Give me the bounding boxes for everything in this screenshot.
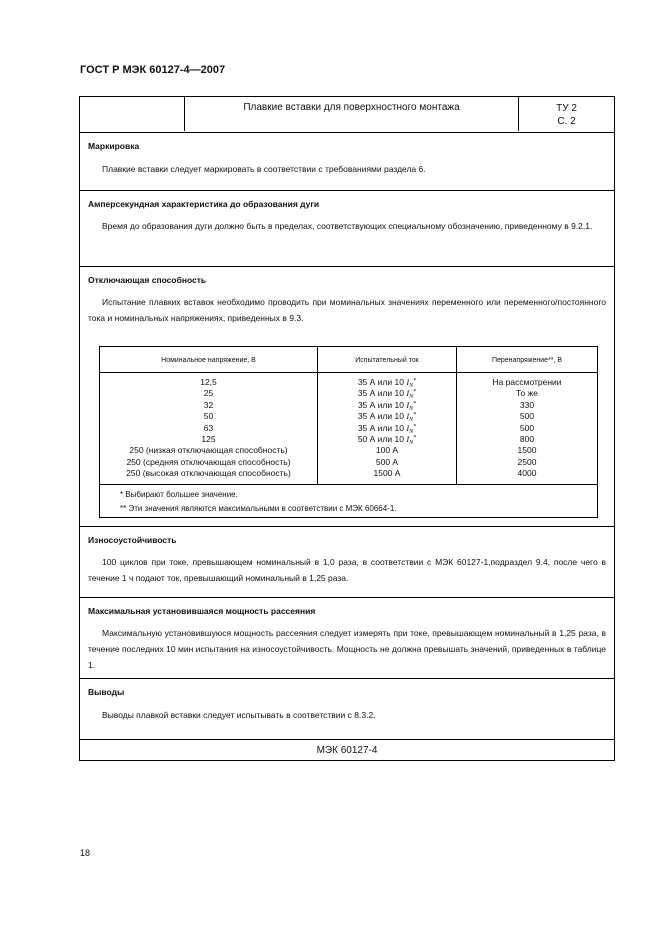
rated-current-symbol — [406, 377, 416, 387]
section-breaking-capacity — [80, 266, 614, 526]
current-text: 500 А — [375, 456, 399, 467]
overvoltage-cell: То же — [515, 388, 539, 399]
spec-sheet — [79, 96, 615, 761]
header-blank-cell — [80, 97, 185, 131]
voltage-cell: 63 — [203, 422, 214, 433]
test-current-cell — [318, 423, 456, 434]
current-text: 35 А или 10 — [357, 399, 407, 410]
test-current-cell — [318, 468, 456, 479]
voltage-cell: 250 (средняя отключающая способность) — [126, 456, 291, 467]
footnote-star: * — [413, 378, 417, 384]
section-text: Выводы плавкой вставки следует испытывать в соответствии с 8.3.2. — [102, 710, 376, 720]
current-text: 35 А или 10 — [357, 411, 407, 422]
test-current-cell — [318, 400, 456, 411]
current-subscript: N — [409, 439, 414, 446]
test-current-column — [318, 373, 457, 484]
current-text: 50 А или 10 — [357, 433, 407, 444]
current-symbol: I — [406, 411, 410, 422]
code-line: ТУ 2 — [556, 103, 577, 114]
section-heading: Выводы — [88, 687, 125, 697]
sheet-header — [80, 97, 614, 132]
current-subscript: N — [409, 383, 414, 389]
section-marking — [80, 132, 614, 190]
test-current-cell — [318, 434, 456, 445]
sheet-code — [519, 97, 614, 131]
section-heading: Максимальная установившаяся мощность рассеяния — [88, 606, 316, 616]
page-code: С. 2 — [557, 116, 576, 127]
voltage-column — [100, 373, 318, 484]
voltage-cell: 25 — [203, 388, 214, 399]
footnote: ** Эти значения являются максимальными в соответствии с МЭК 60664-1. — [120, 503, 397, 513]
footnote-star: * — [413, 400, 417, 407]
current-text: 35 А или 10 — [357, 388, 407, 399]
voltage-cell: 250 (низкая отключающая способность) — [129, 445, 288, 456]
rated-current-symbol — [406, 400, 416, 410]
current-text: 100 А — [375, 445, 399, 456]
current-subscript: N — [409, 428, 414, 435]
overvoltage-cell: 500 — [519, 411, 535, 422]
table-footnotes — [100, 484, 597, 515]
current-symbol: I — [406, 388, 410, 399]
overvoltage-cell: 500 — [519, 422, 535, 433]
overvoltage-cell: 1500 — [517, 445, 537, 456]
section-text: Время до образования дуги должно быть в пределах, соответствующих специальному обозначению, приведенному в 9.2.1. — [102, 221, 593, 231]
document-title: ГОСТ Р МЭК 60127-4—2007 — [80, 64, 226, 76]
current-symbol: I — [406, 433, 410, 444]
current-text: 35 А или 10 — [357, 422, 407, 433]
column-header: Перенапряжение**, В — [457, 347, 597, 373]
column-header: Испытательный ток — [318, 347, 457, 373]
footnote-star: * — [413, 423, 417, 430]
voltage-cell: 250 (высокая отключающая способность) — [126, 468, 291, 479]
test-current-cell — [318, 377, 456, 388]
section-text: 100 циклов при токе, превышающем номинальный в 1,0 раза, в соответствии с МЭК 60127-1,подраздел 9.4, после чего в течение 1 ч подают ток, превышающий номинальный в 1,25 раза. — [88, 557, 606, 583]
overvoltage-cell: 330 — [519, 399, 535, 410]
current-symbol: I — [406, 377, 410, 387]
footnote: * Выбирают большее значение. — [120, 490, 238, 499]
voltage-cell: 32 — [203, 399, 214, 410]
current-subscript: N — [409, 405, 414, 412]
footnote-star: * — [413, 434, 417, 441]
test-current-cell — [318, 457, 456, 468]
current-symbol: I — [406, 422, 410, 433]
current-text: 35 А или 10 — [357, 377, 407, 387]
section-text: Испытание плавких вставок необходимо проводить при моминальных значениях переменного или переменного/постоянного тока и номинальных напряжениях, приведенных в 9.3. — [88, 297, 606, 323]
section-text: Максимальную установившуюся мощность рассеяния следует измерять при токе, превышающем номинальный в 1,25 раза, в течение последних 10 мин испытания на износоустойчивость. Мощность не должна превышать значений, приведенных в таблице 1. — [88, 628, 606, 670]
section-prearcing — [80, 190, 614, 266]
rated-current-symbol — [406, 411, 417, 424]
section-heading: Маркировка — [88, 141, 140, 151]
current-symbol: I — [406, 399, 410, 410]
section-terminals — [80, 678, 614, 739]
column-header: Номинальное напряжение, В — [100, 347, 318, 373]
voltage-cell: 12,5 — [200, 377, 217, 387]
section-heading: Амперсекундная характеристика до образования дуги — [88, 199, 320, 209]
current-subscript: N — [409, 394, 414, 401]
section-power-dissipation — [80, 597, 614, 678]
overvoltage-cell: На рассмотрении — [492, 377, 562, 387]
section-heading: Отключающая способность — [88, 275, 207, 285]
sheet-title: Плавкие вставки для поверхностного монтажа — [185, 97, 519, 131]
voltage-cell: 125 — [201, 433, 216, 444]
breaking-capacity-table — [99, 346, 598, 518]
page-number: 18 — [80, 848, 91, 858]
test-current-cell — [318, 411, 456, 422]
section-endurance — [80, 526, 614, 597]
footnote-star: * — [413, 389, 417, 396]
test-current-cell — [318, 445, 456, 456]
rated-current-symbol — [406, 434, 416, 444]
overvoltage-column — [457, 373, 597, 484]
current-text: 1500 А — [373, 468, 401, 479]
sheet-footer: МЭК 60127-4 — [80, 739, 614, 761]
test-current-cell — [318, 388, 456, 399]
rated-current-symbol — [406, 388, 417, 401]
overvoltage-cell: 800 — [519, 433, 535, 444]
current-subscript: N — [409, 417, 414, 424]
rated-current-symbol — [406, 423, 416, 433]
section-heading: Износоустойчивость — [88, 535, 177, 545]
footnote-star: * — [413, 412, 417, 419]
overvoltage-cell: 2500 — [517, 456, 537, 467]
overvoltage-cell: 4000 — [517, 468, 537, 479]
voltage-cell: 50 — [203, 411, 214, 422]
section-text: Плавкие вставки следует маркировать в соответствии с требованиями раздела 6. — [102, 164, 426, 174]
